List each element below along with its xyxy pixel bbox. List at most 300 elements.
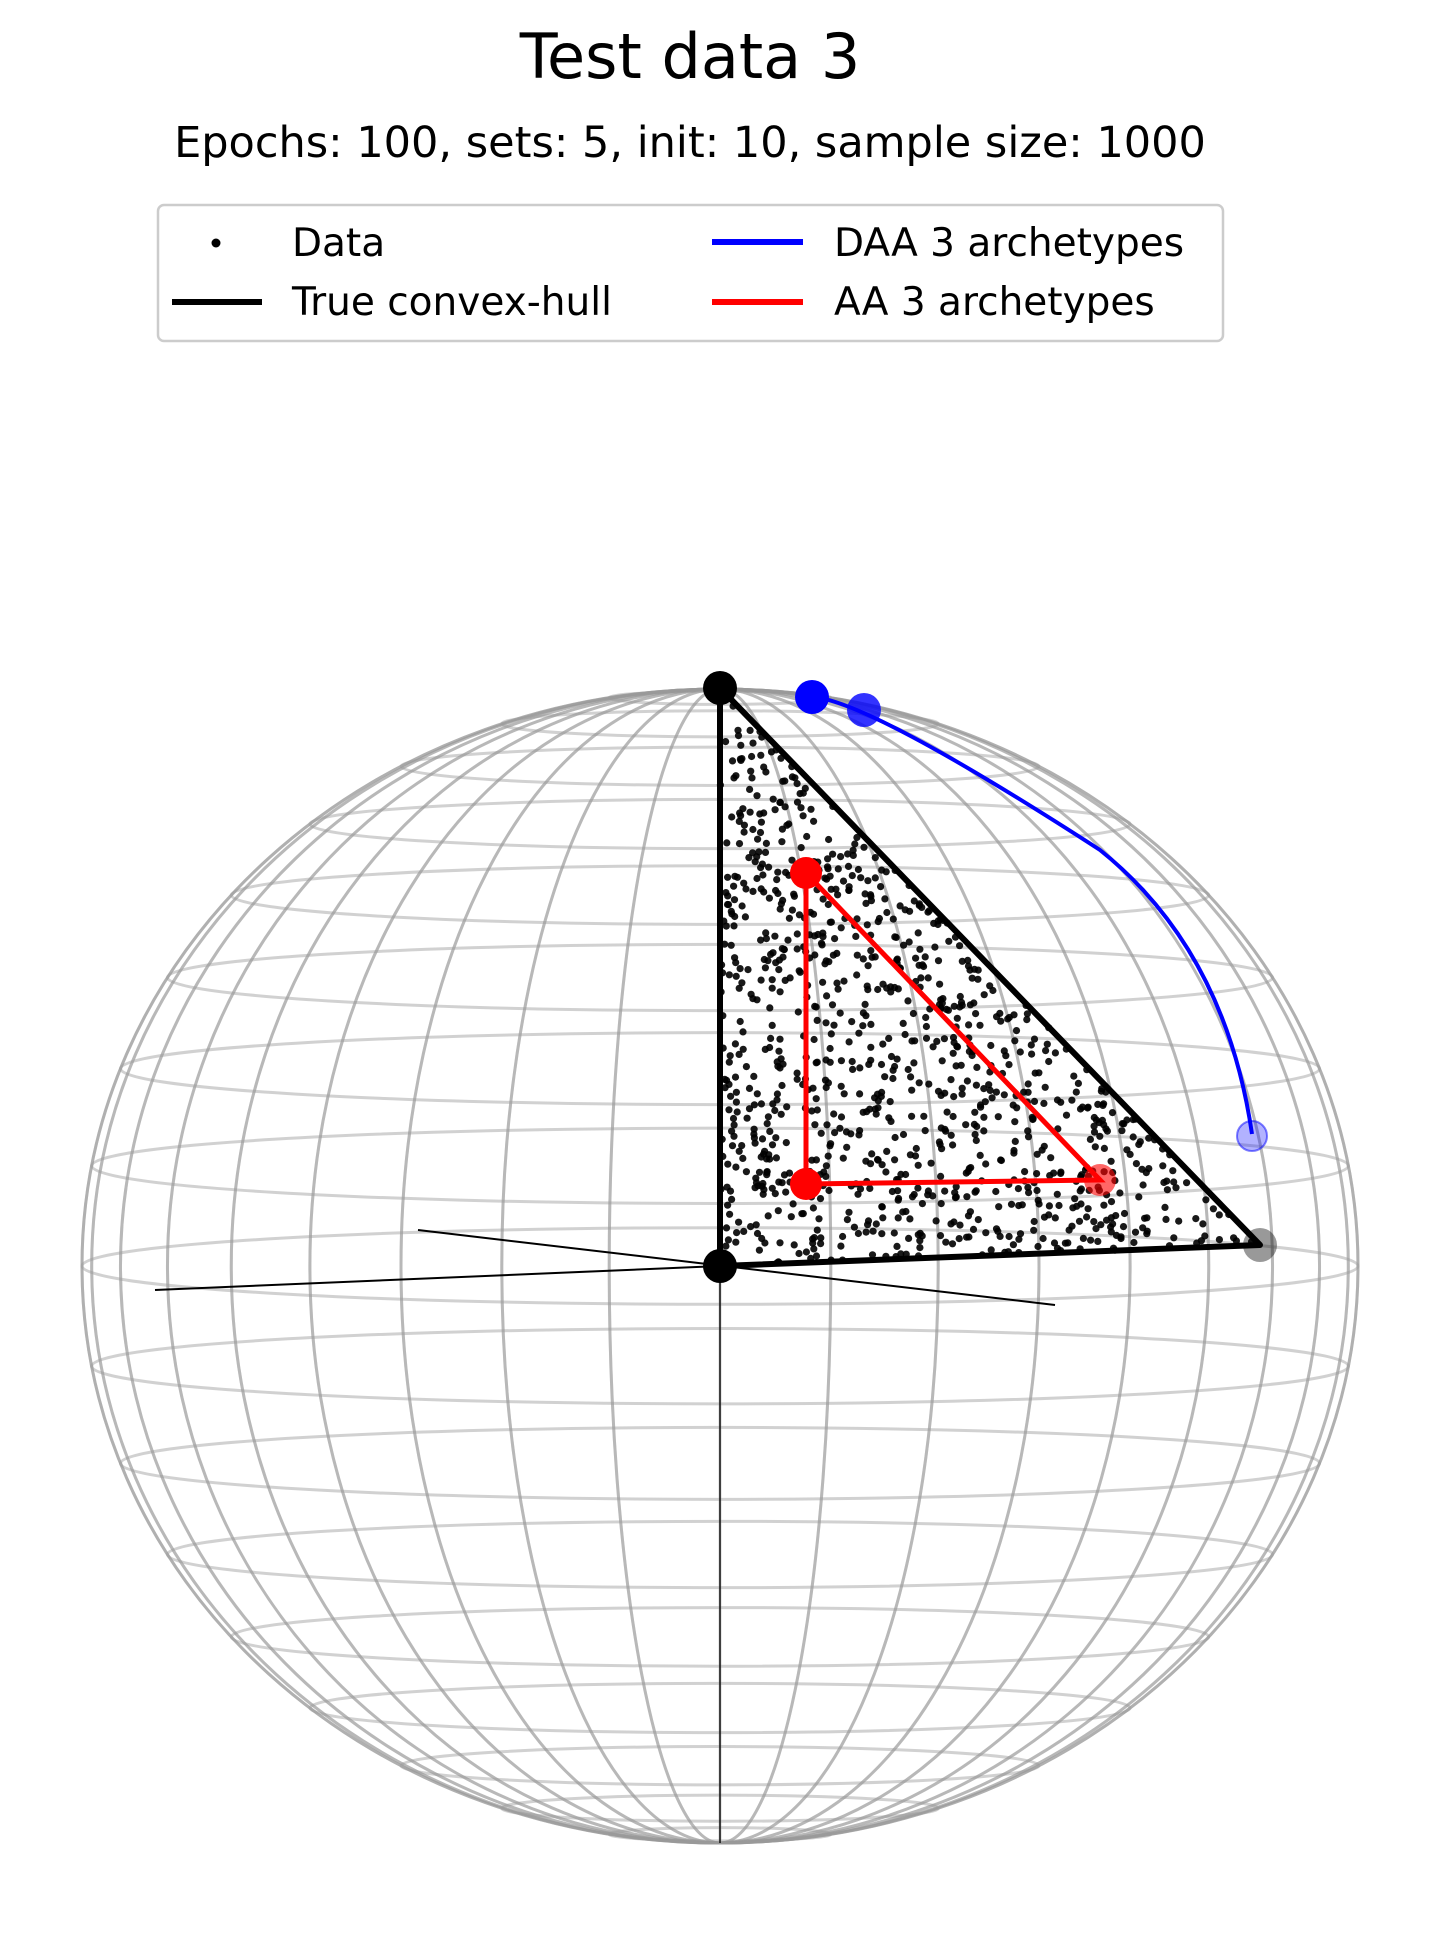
data-point: [776, 1036, 783, 1043]
data-point: [893, 1243, 900, 1250]
data-point: [758, 1153, 765, 1160]
data-point: [773, 1154, 780, 1161]
data-point: [919, 1200, 926, 1207]
data-point: [944, 1109, 951, 1116]
data-point: [1120, 1223, 1127, 1230]
data-point: [760, 888, 767, 895]
data-point: [874, 986, 881, 993]
data-point: [844, 1216, 851, 1223]
data-point: [764, 1168, 771, 1175]
data-point: [992, 1188, 999, 1195]
data-point: [807, 806, 814, 813]
data-point: [885, 1035, 892, 1042]
data-point: [749, 740, 756, 747]
daa-vertex: [847, 693, 881, 727]
data-point: [982, 1160, 989, 1167]
data-point: [1025, 1189, 1032, 1196]
data-point: [970, 1226, 977, 1233]
data-point: [747, 768, 754, 775]
data-point: [810, 818, 817, 825]
legend-label-true-hull: True convex-hull: [292, 280, 612, 325]
aa-vertex: [790, 857, 822, 889]
data-point: [771, 1107, 778, 1114]
data-point: [828, 919, 835, 926]
data-point: [910, 1059, 917, 1066]
data-point: [754, 1230, 761, 1237]
data-point: [814, 1017, 821, 1024]
data-point: [757, 829, 764, 836]
data-point: [746, 1105, 753, 1112]
data-point: [779, 954, 786, 961]
data-point: [729, 757, 736, 764]
data-point: [973, 1137, 980, 1144]
data-point: [839, 1233, 846, 1240]
data-point: [789, 907, 796, 914]
data-point: [1132, 1229, 1139, 1236]
data-point: [915, 1162, 922, 1169]
data-point: [778, 1111, 785, 1118]
data-point: [732, 772, 739, 779]
data-point: [970, 999, 977, 1006]
data-point: [981, 991, 988, 998]
data-point: [1015, 1185, 1022, 1192]
data-point: [760, 1191, 767, 1198]
data-point: [904, 997, 911, 1004]
data-point: [1033, 1187, 1040, 1194]
data-point: [753, 875, 760, 882]
data-point: [1030, 1227, 1037, 1234]
data-point: [767, 1035, 774, 1042]
data-point: [813, 1156, 820, 1163]
data-point: [959, 1091, 966, 1098]
data-point: [867, 947, 874, 954]
data-point: [794, 1070, 801, 1077]
data-point: [849, 1066, 856, 1073]
data-point: [938, 1145, 945, 1152]
daa-vertex: [795, 680, 829, 714]
data-point: [821, 960, 828, 967]
data-point: [788, 1213, 795, 1220]
data-point: [1085, 1205, 1092, 1212]
data-point: [736, 840, 743, 847]
data-point: [760, 764, 767, 771]
data-point: [1052, 1049, 1059, 1056]
data-point: [878, 1230, 885, 1237]
data-point: [879, 1161, 886, 1168]
data-point: [989, 1094, 996, 1101]
data-point: [723, 923, 730, 930]
data-point: [855, 1030, 862, 1037]
data-point: [910, 1010, 917, 1017]
data-point: [953, 1062, 960, 1069]
data-point: [849, 1058, 856, 1065]
data-point: [1090, 1218, 1097, 1225]
data-point: [729, 1142, 736, 1149]
data-point: [882, 1168, 889, 1175]
data-point: [828, 1030, 835, 1037]
data-point: [1170, 1178, 1177, 1185]
data-point: [1073, 1089, 1080, 1096]
data-point: [1100, 1121, 1107, 1128]
data-point: [976, 1022, 983, 1029]
data-point: [737, 742, 744, 749]
data-point: [737, 757, 744, 764]
data-point: [1164, 1186, 1171, 1193]
data-point: [786, 915, 793, 922]
data-point: [851, 840, 858, 847]
data-point: [945, 938, 952, 945]
data-point: [972, 1189, 979, 1196]
data-point: [959, 1002, 966, 1009]
data-point: [758, 977, 765, 984]
data-point: [725, 1106, 732, 1113]
data-point: [785, 820, 792, 827]
data-point: [795, 1008, 802, 1015]
data-point: [1230, 1234, 1237, 1241]
data-point: [845, 1209, 852, 1216]
data-point: [732, 959, 739, 966]
data-point: [814, 1227, 821, 1234]
data-point: [890, 916, 897, 923]
data-point: [740, 1046, 747, 1053]
data-point: [964, 1077, 971, 1084]
data-point: [748, 753, 755, 760]
data-point: [797, 804, 804, 811]
data-point: [736, 985, 743, 992]
data-point: [727, 1188, 734, 1195]
data-point: [811, 932, 818, 939]
data-point: [1069, 1204, 1076, 1211]
data-point: [726, 1059, 733, 1066]
data-point: [957, 993, 964, 1000]
data-point: [937, 1232, 944, 1239]
data-point: [945, 1007, 952, 1014]
data-point: [1040, 1235, 1047, 1242]
data-point: [852, 933, 859, 940]
data-point: [825, 1153, 832, 1160]
data-point: [759, 1135, 766, 1142]
data-point: [730, 883, 737, 890]
data-point: [1199, 1220, 1206, 1227]
data-point: [815, 1215, 822, 1222]
data-point: [1010, 1011, 1017, 1018]
data-point: [916, 1079, 923, 1086]
data-point: [956, 942, 963, 949]
data-point: [922, 1014, 929, 1021]
data-point: [771, 933, 778, 940]
data-point: [810, 911, 817, 918]
data-point: [763, 935, 770, 942]
data-point: [891, 1229, 898, 1236]
data-point: [1068, 1097, 1075, 1104]
data-point: [856, 1064, 863, 1071]
data-point: [810, 1204, 817, 1211]
data-point: [734, 1108, 741, 1115]
data-point: [811, 1121, 818, 1128]
data-point: [868, 1150, 875, 1157]
data-point: [989, 987, 996, 994]
data-point: [769, 1100, 776, 1107]
data-point: [965, 1212, 972, 1219]
data-point: [887, 1098, 894, 1105]
data-point: [727, 1093, 734, 1100]
data-point: [883, 909, 890, 916]
data-point: [800, 790, 807, 797]
data-point: [794, 945, 801, 952]
data-point: [859, 1022, 866, 1029]
data-point: [756, 1169, 763, 1176]
data-point: [823, 1121, 830, 1128]
data-point: [855, 866, 862, 873]
data-point: [923, 1035, 930, 1042]
data-point: [923, 1023, 930, 1030]
daa-vertex: [1237, 1121, 1267, 1151]
data-point: [845, 863, 852, 870]
data-point: [1101, 1145, 1108, 1152]
data-point: [911, 1037, 918, 1044]
data-point: [1162, 1216, 1169, 1223]
data-point: [825, 1187, 832, 1194]
data-point: [776, 1064, 783, 1071]
data-point: [1077, 1200, 1084, 1207]
data-point: [902, 1171, 909, 1178]
data-point: [930, 1043, 937, 1050]
data-point: [1130, 1133, 1137, 1140]
data-point: [915, 1231, 922, 1238]
data-point: [728, 1196, 735, 1203]
data-point: [838, 1057, 845, 1064]
data-point: [730, 1115, 737, 1122]
data-point: [1068, 1223, 1075, 1230]
data-point: [743, 1063, 750, 1070]
data-point: [950, 1113, 957, 1120]
data-point: [878, 1203, 885, 1210]
data-point: [766, 895, 773, 902]
data-point: [1108, 1158, 1115, 1165]
data-point: [747, 809, 754, 816]
data-point: [761, 1239, 768, 1246]
data-point: [856, 1090, 863, 1097]
data-point: [917, 974, 924, 981]
data-point: [920, 1113, 927, 1120]
data-point: [769, 1141, 776, 1148]
data-point: [969, 975, 976, 982]
data-point: [1031, 1218, 1038, 1225]
data-point: [1087, 1136, 1094, 1143]
legend-label-aa: AA 3 archetypes: [834, 280, 1155, 325]
data-point: [778, 1055, 785, 1062]
data-point: [811, 1036, 818, 1043]
data-point: [766, 1044, 773, 1051]
data-point: [1040, 1100, 1047, 1107]
data-point: [936, 1138, 943, 1145]
data-point: [868, 897, 875, 904]
data-point: [864, 921, 871, 928]
data-point: [753, 853, 760, 860]
data-point: [906, 1215, 913, 1222]
data-point: [766, 1128, 773, 1135]
data-point: [972, 1010, 979, 1017]
data-point: [752, 1184, 759, 1191]
data-point: [1169, 1167, 1176, 1174]
data-point: [744, 966, 751, 973]
data-point: [1077, 1187, 1084, 1194]
data-point: [1054, 1191, 1061, 1198]
data-point: [877, 883, 884, 890]
data-point: [1092, 1225, 1099, 1232]
data-point: [895, 1214, 902, 1221]
data-point: [827, 1045, 834, 1052]
data-point: [766, 1004, 773, 1011]
data-point: [1075, 1080, 1082, 1087]
data-point: [1087, 1237, 1094, 1244]
data-point: [1011, 1037, 1018, 1044]
data-point: [733, 1229, 740, 1236]
data-point: [1202, 1196, 1209, 1203]
data-point: [1116, 1189, 1123, 1196]
data-point: [1017, 1048, 1024, 1055]
data-point: [895, 1197, 902, 1204]
data-point: [734, 727, 741, 734]
data-point: [838, 1113, 845, 1120]
data-point: [840, 978, 847, 985]
data-point: [731, 896, 738, 903]
data-point: [753, 996, 760, 1003]
data-point: [824, 863, 831, 870]
data-point: [1052, 1214, 1059, 1221]
data-point: [1161, 1204, 1168, 1211]
data-point: [1145, 1165, 1152, 1172]
data-point: [919, 961, 926, 968]
data-point: [1034, 1243, 1041, 1250]
data-point: [1100, 1202, 1107, 1209]
data-point: [784, 937, 791, 944]
data-point: [747, 1223, 754, 1230]
data-point: [754, 836, 761, 843]
data-point: [1085, 1104, 1092, 1111]
data-point: [831, 935, 838, 942]
data-point: [947, 1220, 954, 1227]
data-point: [749, 826, 756, 833]
data-point: [1012, 1138, 1019, 1145]
data-point: [728, 1128, 735, 1135]
data-point: [874, 1091, 881, 1098]
data-point: [781, 946, 788, 953]
data-point: [1108, 1198, 1115, 1205]
data-point: [829, 851, 836, 858]
data-point: [942, 1239, 949, 1246]
data-point: [1046, 1172, 1053, 1179]
data-point: [980, 1114, 987, 1121]
data-point: [760, 809, 767, 816]
data-point: [1093, 1116, 1100, 1123]
data-point: [773, 876, 780, 883]
data-point: [772, 806, 779, 813]
data-point: [1025, 1080, 1032, 1087]
data-point: [726, 1211, 733, 1218]
legend-label-data: Data: [292, 221, 386, 266]
data-point: [850, 847, 857, 854]
data-point: [1013, 1104, 1020, 1111]
data-point: [761, 956, 768, 963]
data-point: [925, 1187, 932, 1194]
data-point: [866, 1185, 873, 1192]
data-point: [723, 1224, 730, 1231]
data-point: [905, 1235, 912, 1242]
data-point: [757, 752, 764, 759]
chart-title: Test data 3: [519, 20, 861, 93]
data-point: [790, 891, 797, 898]
data-point: [728, 942, 735, 949]
data-point: [748, 774, 755, 781]
data-point: [782, 869, 789, 876]
data-point: [758, 819, 765, 826]
data-point: [885, 1114, 892, 1121]
data-point: [950, 1093, 957, 1100]
data-point: [1143, 1230, 1150, 1237]
data-point: [1008, 1201, 1015, 1208]
data-point: [971, 1121, 978, 1128]
data-point: [803, 1248, 810, 1255]
data-point: [744, 1115, 751, 1122]
data-point: [1139, 1224, 1146, 1231]
data-point: [995, 1203, 1002, 1210]
data-point: [722, 738, 729, 745]
data-point: [878, 1061, 885, 1068]
data-point: [894, 1187, 901, 1194]
data-point: [975, 1216, 982, 1223]
data-point: [725, 1236, 732, 1243]
true-hull-vertex: [703, 671, 737, 705]
data-point: [928, 1160, 935, 1167]
legend: [158, 205, 1223, 341]
data-point: [931, 944, 938, 951]
data-point: [845, 887, 852, 894]
data-point: [775, 966, 782, 973]
data-point: [870, 1228, 877, 1235]
data-point: [1055, 1202, 1062, 1209]
data-point: [800, 812, 807, 819]
data-point: [741, 829, 748, 836]
data-point: [753, 792, 760, 799]
data-point: [728, 908, 735, 915]
data-point: [862, 1158, 869, 1165]
data-point: [813, 1252, 820, 1259]
data-point: [941, 1188, 948, 1195]
data-point: [827, 873, 834, 880]
data-point: [856, 1127, 863, 1134]
data-point: [769, 985, 776, 992]
data-point: [740, 1228, 747, 1235]
data-point: [1175, 1218, 1182, 1225]
data-point: [830, 1110, 837, 1117]
data-point: [853, 971, 860, 978]
data-point: [739, 1028, 746, 1035]
data-point: [1031, 1098, 1038, 1105]
data-point: [731, 1121, 738, 1128]
data-point: [873, 1111, 880, 1118]
data-point: [782, 1189, 789, 1196]
data-point: [963, 1193, 970, 1200]
data-point: [883, 1148, 890, 1155]
data-point: [985, 1081, 992, 1088]
data-point: [889, 1075, 896, 1082]
data-point: [902, 1031, 909, 1038]
data-point: [778, 1082, 785, 1089]
data-point: [1006, 1233, 1013, 1240]
data-point: [1013, 1027, 1020, 1034]
data-point: [1031, 1036, 1038, 1043]
